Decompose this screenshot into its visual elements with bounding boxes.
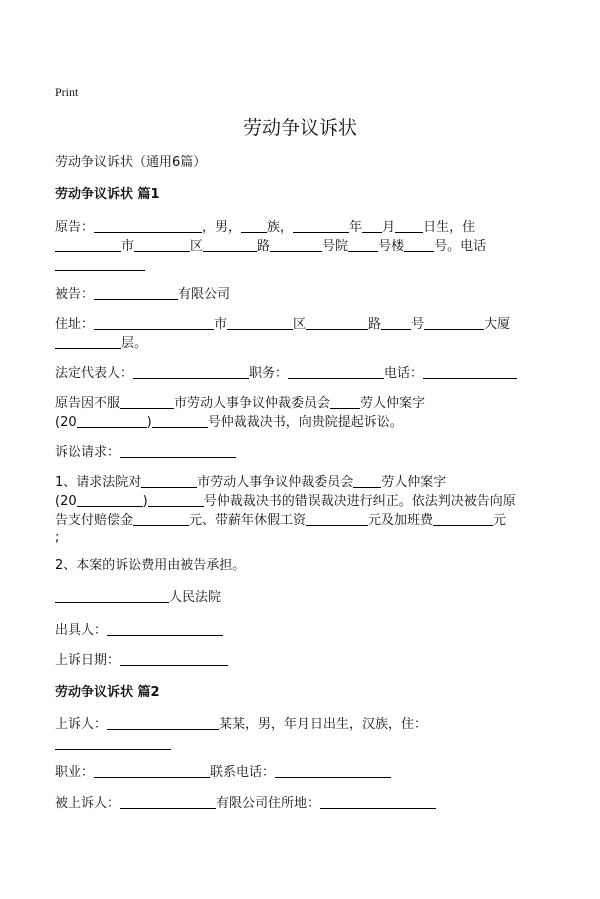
residence-district-blank — [227, 315, 293, 330]
item1-line-4: ; — [55, 530, 60, 545]
item1-number-blank — [148, 492, 204, 507]
appellant-address-blank — [55, 735, 171, 750]
legal-rep-duty-blank — [288, 364, 384, 379]
address-district-text: 区 — [190, 239, 204, 254]
plaintiff-day-blank — [395, 218, 423, 233]
residence-floor-blank — [55, 334, 121, 349]
respondent-address-blank — [320, 794, 436, 809]
issuer-blank — [107, 621, 223, 636]
section-2-heading: 劳动争议诉状 篇2 — [55, 685, 160, 700]
appeal-date-line — [55, 651, 228, 669]
document-title: 劳动争议诉状 — [242, 117, 357, 139]
legal-rep-line — [55, 364, 517, 382]
item1-text-d: (20 — [55, 494, 77, 509]
plaintiff-ethnic-text: 族， — [267, 220, 294, 235]
address-city-text: 市 — [121, 239, 135, 254]
residence-road-text: 路 — [368, 317, 382, 332]
item1-text-g: 告支付赔偿金 — [55, 513, 134, 528]
plaintiff-month-text: 月 — [382, 220, 396, 235]
issuer-line — [55, 621, 223, 639]
address-no-text: 号。电话 — [434, 239, 487, 254]
residence-city-blank — [94, 315, 214, 330]
item1-text-a: 1、请求法院对 — [55, 475, 142, 490]
item1-text-b: 市劳动人事争议仲裁委员会 — [197, 475, 354, 490]
item1-compensation-blank — [133, 511, 189, 526]
item1-leave-blank — [306, 511, 368, 526]
legal-rep-duty: 职务： — [249, 366, 289, 381]
request-line — [55, 443, 236, 461]
item1-overtime-blank — [433, 511, 493, 526]
defendant-blank — [94, 285, 178, 300]
legal-rep-phone: 电话： — [384, 366, 424, 381]
court-line — [55, 588, 221, 606]
residence-road-blank — [306, 315, 368, 330]
item1-text-f: 号仲裁裁决书的错误裁决进行纠正。依法判决被告向原 — [203, 494, 516, 509]
residence-city-text: 市 — [214, 317, 228, 332]
address-line — [55, 237, 486, 255]
residence-line — [55, 315, 510, 333]
item1-line-3 — [55, 511, 506, 529]
refuse-text-c: 劳人仲案字 — [360, 396, 426, 411]
request-label: 诉讼请求： — [55, 445, 121, 460]
plaintiff-month-blank — [362, 218, 382, 233]
residence-label: 住址： — [55, 317, 95, 332]
legal-rep-phone-blank — [423, 364, 517, 379]
job-line — [55, 763, 391, 781]
appeal-date-label: 上诉日期： — [55, 653, 121, 668]
refuse-text-a: 原告因不服 — [55, 396, 121, 411]
refuse-text-b: 市劳动人事争议仲裁委员会 — [174, 396, 331, 411]
item1-text-e: ) — [142, 494, 148, 509]
plaintiff-label: 原告： — [55, 220, 95, 235]
appellant-address-line — [55, 735, 171, 753]
item1-year-blank — [77, 492, 143, 507]
refuse-case-blank — [330, 394, 360, 409]
refuse-city-blank — [120, 394, 174, 409]
residence-no-text: 号 — [411, 317, 425, 332]
item2-line: 2、本案的诉讼费用由被告承担。 — [55, 558, 246, 573]
address-yard-text: 号院 — [322, 239, 349, 254]
plaintiff-year-blank — [293, 218, 349, 233]
item1-text-c: 劳人仲案字 — [381, 475, 447, 490]
appeal-date-blank — [120, 651, 228, 666]
refuse-number-blank — [152, 413, 208, 428]
print-label: Print — [55, 85, 79, 99]
item1-text-h: 元、带薪年休假工资 — [189, 513, 307, 528]
respondent-line — [55, 794, 436, 812]
refuse-line-2 — [55, 413, 403, 431]
address-district-blank — [134, 237, 190, 252]
plaintiff-year-text: 年 — [349, 220, 363, 235]
residence-building-text: 大厦 — [484, 317, 511, 332]
residence-district-text: 区 — [293, 317, 307, 332]
phone-line — [55, 256, 145, 274]
refuse-text-f: 号仲裁裁决书，向贵院提起诉讼。 — [207, 415, 403, 430]
item1-line-1 — [55, 473, 446, 491]
address-yard-blank — [270, 237, 322, 252]
court-text: 人民法院 — [169, 590, 222, 605]
residence-building-blank — [424, 315, 484, 330]
legal-rep-label: 法定代表人： — [55, 366, 134, 381]
court-blank — [55, 588, 169, 603]
request-blank — [120, 443, 236, 458]
address-city-blank — [55, 237, 121, 252]
refuse-text-e: ) — [146, 415, 152, 430]
appellant-text: 某某，男，年月日出生，汉族，住： — [219, 717, 428, 732]
defendant-line — [55, 285, 230, 303]
job-label: 职业： — [55, 765, 95, 780]
legal-rep-blank — [133, 364, 249, 379]
appellant-line — [55, 715, 427, 733]
address-road-blank — [203, 237, 257, 252]
address-no-blank — [404, 237, 434, 252]
respondent-blank — [120, 794, 216, 809]
issuer-label: 出具人： — [55, 623, 108, 638]
section-1-heading: 劳动争议诉状 篇1 — [55, 187, 160, 202]
refuse-line-1 — [55, 394, 425, 412]
residence-floor-text: 层。 — [121, 336, 148, 351]
plaintiff-born-text: 日生，住 — [423, 220, 476, 235]
appellant-blank — [107, 715, 219, 730]
refuse-year-blank — [77, 413, 147, 428]
job-blank — [94, 763, 210, 778]
defendant-company: 有限公司 — [178, 287, 231, 302]
address-road-text: 路 — [257, 239, 271, 254]
appellant-label: 上诉人： — [55, 717, 108, 732]
item1-city-blank — [141, 473, 197, 488]
plaintiff-ethnic-blank — [241, 218, 267, 233]
refuse-text-d: (20 — [55, 415, 77, 430]
defendant-label: 被告： — [55, 287, 95, 302]
address-bldg-blank — [348, 237, 378, 252]
item1-text-j: 元 — [493, 513, 507, 528]
item1-line-2 — [55, 492, 516, 510]
job-phone-label: 联系电话： — [210, 765, 276, 780]
respondent-company: 有限公司住所地： — [216, 796, 321, 811]
item1-text-i: 元及加班费 — [368, 513, 434, 528]
plaintiff-name-blank — [94, 218, 202, 233]
plaintiff-line — [55, 218, 475, 236]
document-subtitle: 劳动争议诉状（通用6篇） — [55, 155, 207, 170]
residence-no-blank — [381, 315, 411, 330]
residence-floor-line — [55, 334, 147, 352]
plaintiff-male-text: ，男， — [202, 220, 242, 235]
job-phone-blank — [275, 763, 391, 778]
respondent-label: 被上诉人： — [55, 796, 121, 811]
item1-case-blank — [353, 473, 381, 488]
phone-blank — [55, 256, 145, 271]
address-bldg-text: 号楼 — [378, 239, 405, 254]
